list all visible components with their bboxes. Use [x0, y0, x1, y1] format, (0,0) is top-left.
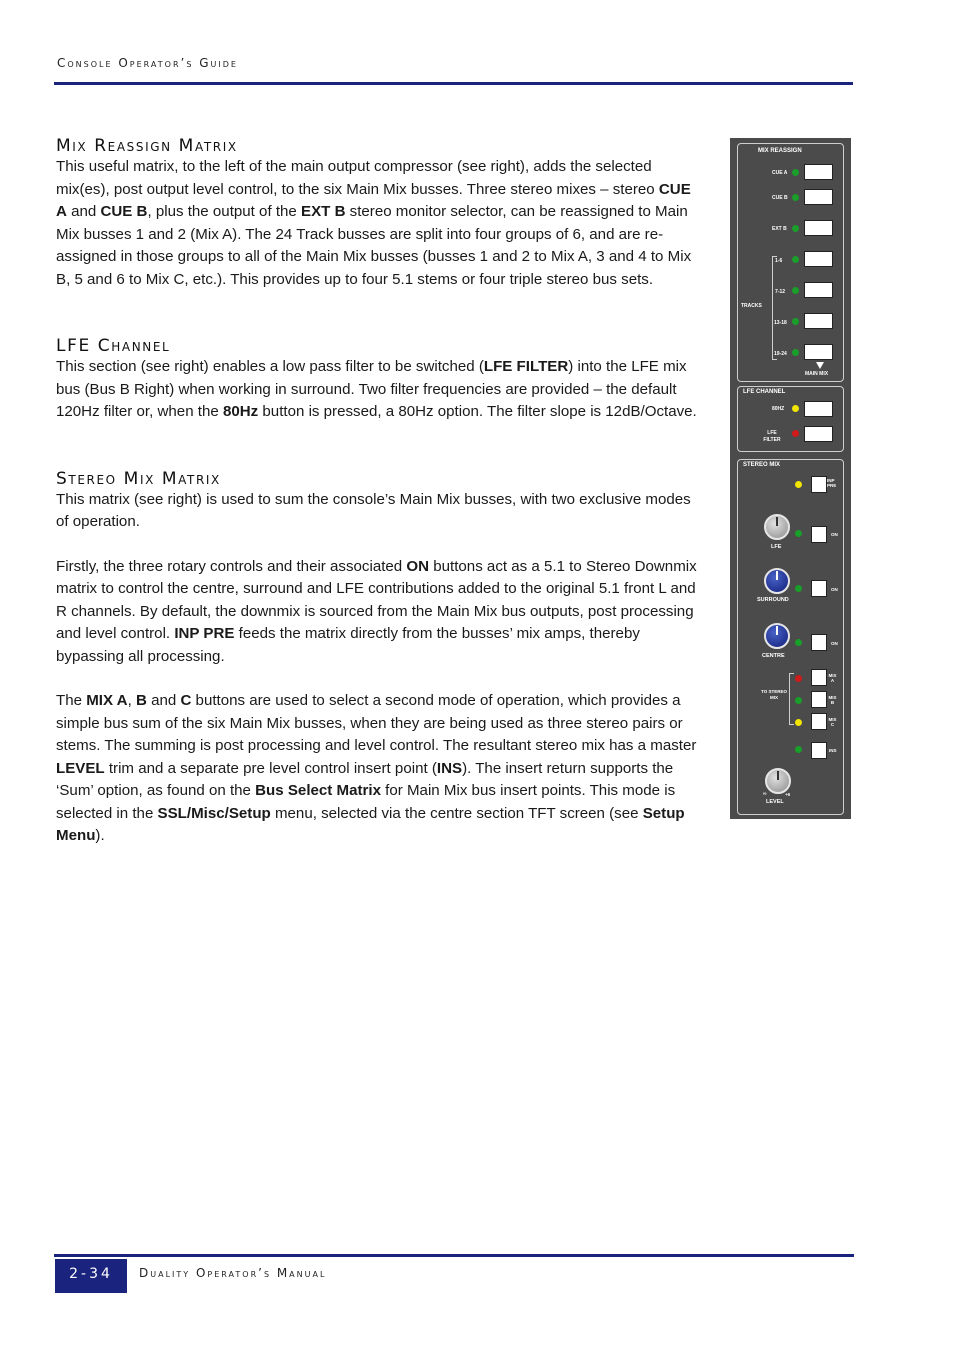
mix-b-label: MIX B	[828, 695, 837, 705]
tracks-7-12-button[interactable]	[804, 282, 833, 298]
bold-term: SSL/Misc/Setup	[157, 804, 271, 822]
text-run: and	[66, 203, 101, 220]
bold-term: MIX A	[86, 692, 128, 709]
text-run: stereo monitor selector, can be reassigned to Main Mix busses 1 and 2 (Mix A). The 24 Track busses are split into four groups of 6, and are re-assigned in those groups to all of the Main Mix busses (busses 1 and 2 to Mix A, 3 and 4 to Mix B, 5 and 6 to Mix C, etc.). This provides up to four 5.1 stems or four triple stereo bus sets.	[56, 203, 692, 288]
ins-button[interactable]	[811, 742, 827, 759]
lfe-knob[interactable]	[764, 514, 790, 540]
paragraph	[56, 356, 701, 424]
text-run: ).	[95, 827, 105, 844]
bold-term: LFE FILTER	[483, 358, 569, 375]
centre-on-button[interactable]	[811, 634, 827, 651]
text-run: This matrix (see right) is used to sum the console’s Main Mix busses, with two exclusive modes of operation.	[56, 490, 691, 530]
tracks-label: TRACKS	[741, 303, 762, 309]
text-run: button is pressed, a 80Hz option. The filter slope is 12dB/Octave.	[258, 403, 697, 420]
tracks-19-24-label: 19-24	[774, 351, 787, 357]
surround-knob[interactable]	[764, 568, 790, 594]
text-run: , plus the output of the	[147, 203, 302, 220]
bold-term: INP PRE	[174, 625, 235, 642]
bold-term: EXT B	[301, 203, 346, 220]
level-plus6-label: +6	[785, 792, 791, 797]
arrow-down-icon	[816, 362, 824, 370]
text-run: buttons act as a 5.1 to Stereo Downmix matrix to control the centre, surround and LFE contributions added to the original 5.1 front L and R channels. By default, the downmix is sourced from the Main Mix bus outputs, post processing and level control.	[56, 557, 697, 642]
ext-b-led	[792, 225, 799, 232]
ins-label: INS	[829, 748, 837, 753]
lfe-filter-led	[792, 430, 799, 437]
tracks-7-12-label: 7-12	[775, 289, 786, 295]
inp-pre-button[interactable]	[811, 476, 827, 493]
bold-term: ON	[406, 557, 430, 575]
lfe-filter-label: LFE FILTER	[763, 430, 781, 443]
bold-term: C	[180, 692, 192, 709]
surround-knob-label: SURROUND	[757, 597, 789, 603]
paragraph	[56, 156, 701, 291]
surround-on-led	[795, 585, 802, 592]
tracks-1-6-led	[792, 256, 799, 263]
surround-on-button[interactable]	[811, 580, 827, 597]
bold-term: INS	[436, 759, 463, 777]
footer-rule	[54, 1254, 854, 1257]
80hz-label: 80HZ	[772, 406, 785, 412]
tracks-7-12-led	[792, 287, 799, 294]
paragraph	[56, 690, 701, 848]
cue-a-led	[792, 169, 799, 176]
to-stereo-mix-bracket	[789, 673, 794, 725]
mix-a-button[interactable]	[811, 669, 827, 686]
running-header: Console Operator’s Guide	[57, 56, 238, 70]
lfe-channel-title: LFE CHANNEL	[743, 389, 786, 395]
lfe-knob-label: LFE	[771, 544, 782, 550]
text-run: and	[146, 692, 181, 709]
ext-b-button[interactable]	[804, 220, 833, 236]
surround-on-label: ON	[831, 587, 838, 592]
80hz-button[interactable]	[804, 401, 833, 417]
tracks-13-18-led	[792, 318, 799, 325]
heading-mix-reassign: Mix Reassign Matrix	[56, 136, 238, 156]
80hz-led	[792, 405, 799, 412]
cue-a-label: CUE A	[772, 170, 788, 176]
inp-pre-label: INP PRE	[827, 478, 837, 488]
bold-term: LEVEL	[56, 759, 105, 777]
heading-lfe-channel: LFE Channel	[56, 336, 171, 356]
console-panel-illustration	[730, 138, 851, 819]
bold-term: CUE B	[100, 203, 148, 220]
centre-on-label: ON	[831, 641, 838, 646]
text-run: ). The insert return supports the ‘Sum’ option, as found on the	[56, 759, 674, 799]
lfe-on-button[interactable]	[811, 526, 827, 543]
mix-a-led	[795, 675, 802, 682]
tracks-19-24-button[interactable]	[804, 344, 833, 360]
text-run: trim and a separate pre level control insert point (	[104, 759, 437, 777]
bold-term: Setup Menu	[56, 804, 685, 844]
lfe-on-label: ON	[831, 532, 838, 537]
stereo-mix-title: STEREO MIX	[743, 462, 781, 468]
text-run: feeds the matrix directly from the busses’ mix amps, thereby bypassing all processing.	[56, 625, 640, 665]
mix-c-button[interactable]	[811, 713, 827, 730]
bold-term: Bus Select Matrix	[255, 782, 381, 799]
stereo-mix-section	[737, 459, 844, 815]
centre-knob[interactable]	[764, 623, 790, 649]
cue-b-button[interactable]	[804, 189, 833, 205]
mix-b-led	[795, 697, 802, 704]
mix-reassign-title: MIX REASSIGN	[758, 148, 802, 154]
lfe-filter-button[interactable]	[804, 426, 833, 442]
ins-led	[795, 746, 802, 753]
centre-on-led	[795, 639, 802, 646]
tracks-13-18-label: 13-18	[774, 320, 787, 326]
ext-b-label: EXT B	[772, 226, 787, 232]
text-run: ,	[127, 692, 136, 709]
level-inf-label: ∞	[763, 791, 767, 797]
mix-c-led	[795, 719, 802, 726]
text-run: The	[56, 692, 87, 709]
main-mix-label: MAIN MIX	[805, 371, 829, 377]
text-run: This useful matrix, to the left of the main output compressor (see right), adds the selected mix(es), post output level control, to the six Main Mix busses. Three stereo mixes – stereo	[56, 158, 659, 198]
text-run: buttons are used to select a second mode of operation, which provides a simple bus sum of the six Main Mix busses, when they are being used as three stereo pairs or stems. The summing is post processing and level control. The resultant stereo mix has a master	[56, 692, 697, 754]
centre-knob-label: CENTRE	[762, 653, 785, 659]
cue-a-button[interactable]	[804, 164, 833, 180]
level-knob-label: LEVEL	[766, 799, 784, 805]
text-run: ) into the LFE mix bus (Bus B Right) when working in surround. Two filter frequencies are provided – the default 120Hz filter or, when the	[56, 358, 687, 420]
header-rule	[54, 82, 853, 85]
tracks-1-6-button[interactable]	[804, 251, 833, 267]
main-content	[56, 136, 701, 848]
tracks-19-24-led	[792, 349, 799, 356]
cue-b-led	[792, 194, 799, 201]
heading-stereo-mix-matrix: Stereo Mix Matrix	[56, 468, 221, 489]
bold-term: CUE A	[56, 180, 691, 220]
paragraph	[56, 556, 701, 669]
tracks-bracket	[772, 256, 777, 360]
tracks-13-18-button[interactable]	[804, 313, 833, 329]
text-run: This section (see right) enables a low pass filter to be switched (	[56, 358, 484, 375]
to-stereo-mix-label: TO STEREO MIX	[761, 689, 787, 700]
text-run: Firstly, the three rotary controls and their associated	[56, 557, 407, 575]
bold-term: 80Hz	[222, 403, 259, 420]
mix-b-button[interactable]	[811, 691, 827, 708]
text-run: for Main Mix bus insert points. This mode is selected in the	[56, 782, 676, 822]
tracks-1-6-label: 1-6	[775, 258, 783, 264]
cue-b-label: CUE B	[772, 195, 788, 201]
lfe-on-led	[795, 530, 802, 537]
mix-c-label: MIX C	[828, 717, 837, 727]
page-number: 2-34	[55, 1259, 127, 1293]
text-run: menu, selected via the centre section TFT screen (see	[270, 804, 643, 822]
paragraph	[56, 489, 701, 534]
mix-a-label: MIX A	[828, 673, 837, 683]
running-footer: Duality Operator’s Manual	[139, 1266, 327, 1280]
bold-term: B	[135, 692, 147, 709]
inp-pre-led	[795, 481, 802, 488]
